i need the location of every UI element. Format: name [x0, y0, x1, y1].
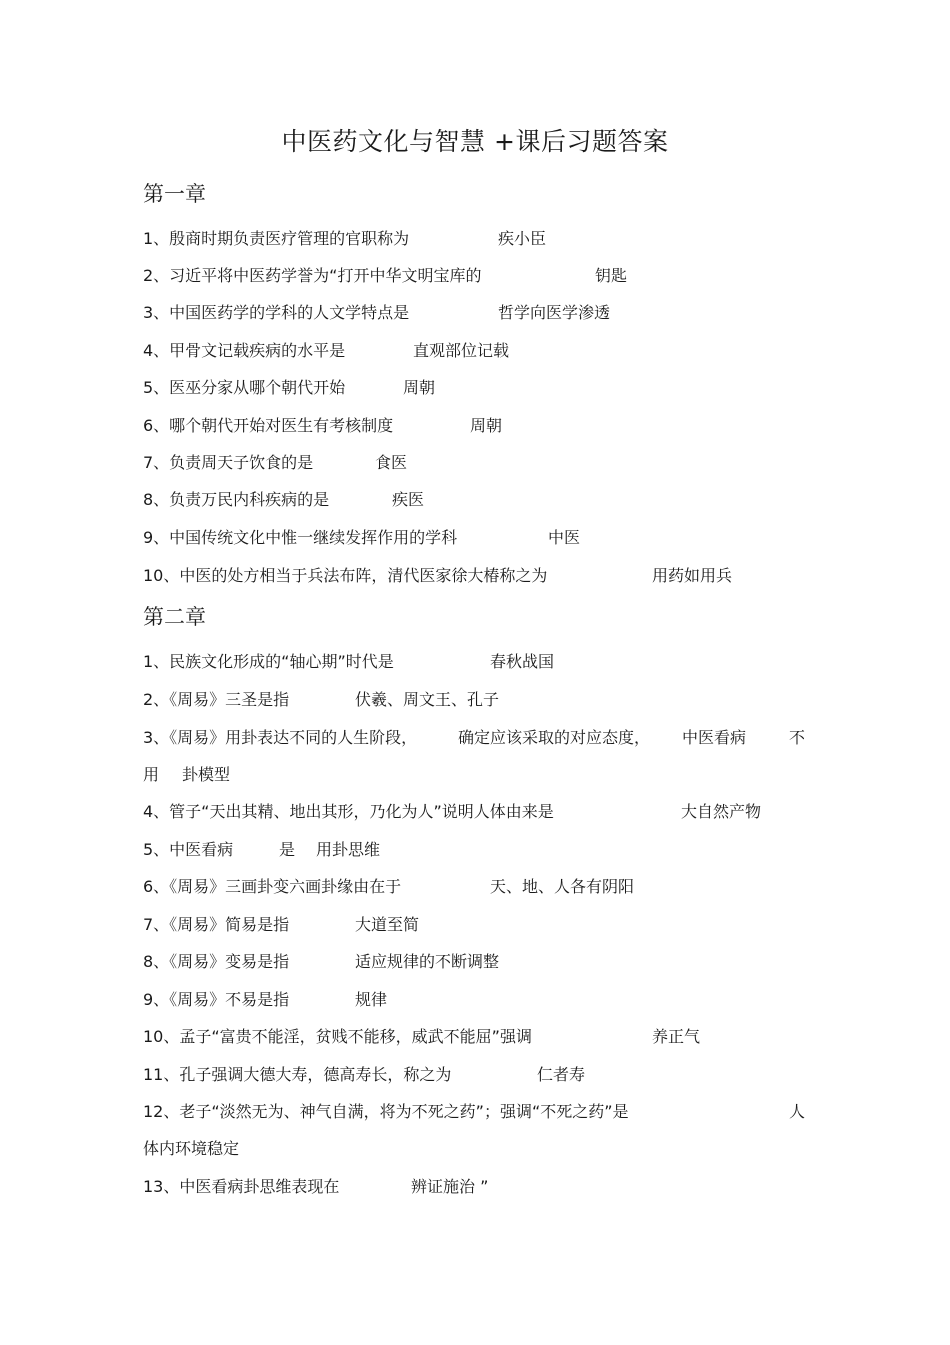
answer-text: 中医看病	[682, 728, 747, 747]
question-text: 10、中医的处方相当于兵法布阵，清代医家徐大椿称之为	[143, 566, 548, 585]
question-text: 3、中国医药学的学科的人文学特点是	[143, 303, 410, 322]
answer-text: 养正气	[652, 1027, 701, 1046]
question-text: 6、《周易》三画卦变六画卦缘由在于	[143, 877, 402, 896]
answer-text: 适应规律的不断调整	[355, 952, 500, 971]
question-text: 10、孟子“富贵不能淫，贫贱不能移，威武不能屈”强调	[143, 1027, 532, 1046]
question-text: 5、中医看病	[143, 840, 234, 859]
answer-text: 中医	[548, 528, 581, 547]
question-text: 2、《周易》三圣是指	[143, 690, 290, 709]
answer-text: 仁者寿	[537, 1065, 586, 1084]
question-text: 8、《周易》变易是指	[143, 952, 290, 971]
question-text: 12、老子“淡然无为、神气自满，将为不死之药”；强调“不死之药”是	[143, 1102, 629, 1121]
question-text: 用	[143, 765, 160, 784]
question-text: 6、哪个朝代开始对医生有考核制度	[143, 416, 394, 435]
answer-text: 人	[789, 1102, 806, 1121]
answer-text: 春秋战国	[490, 652, 555, 671]
question-text: 9、中国传统文化中惟一继续发挥作用的学科	[143, 528, 458, 547]
question-text: 1、殷商时期负责医疗管理的官职称为	[143, 229, 410, 248]
answer-text: 大道至简	[355, 915, 420, 934]
answer-text: 周朝	[470, 416, 503, 435]
question-text: 3、《周易》用卦表达不同的人生阶段，	[143, 728, 418, 747]
chapter-heading: 第一章	[143, 182, 206, 206]
answer-text: 疾医	[392, 490, 425, 509]
answer-text: 哲学向医学渗透	[498, 303, 611, 322]
question-text: 2、习近平将中医药学誉为“打开中华文明宝库的	[143, 266, 482, 285]
question-text: 4、甲骨文记载疾病的水平是	[143, 341, 346, 360]
question-text: 13、中医看病卦思维表现在	[143, 1177, 340, 1196]
answer-text: 直观部位记载	[413, 341, 510, 360]
answer-text: 确定应该采取的对应态度，	[458, 728, 651, 747]
answer-text: 食医	[375, 453, 408, 472]
answer-text: 天、地、人各有阴阳	[490, 877, 635, 896]
question-text: 1、民族文化形成的“轴心期”时代是	[143, 652, 394, 671]
answer-text: 用药如用兵	[652, 566, 733, 585]
answer-text: 用卦思维	[316, 840, 381, 859]
answer-text: 辨证施治 ”	[411, 1177, 489, 1196]
answer-text: 卦模型	[182, 765, 231, 784]
answer-text: 钥匙	[595, 266, 628, 285]
question-text: 4、管子“天出其精、地出其形，乃化为人”说明人体由来是	[143, 802, 554, 821]
question-text: 体内环境稳定	[143, 1139, 240, 1158]
question-text: 5、医巫分家从哪个朝代开始	[143, 378, 346, 397]
answer-text: 疾小臣	[498, 229, 547, 248]
answer-text: 规律	[355, 990, 388, 1009]
document-title: 中医药文化与智慧 +课后习题答案	[281, 127, 669, 156]
answer-text: 不	[789, 728, 806, 747]
chapter-heading: 第二章	[143, 605, 206, 629]
question-text: 8、负责万民内科疾病的是	[143, 490, 330, 509]
question-text: 7、负责周天子饮食的是	[143, 453, 314, 472]
question-text: 9、《周易》不易是指	[143, 990, 290, 1009]
answer-text: 是	[279, 840, 296, 859]
answer-text: 周朝	[403, 378, 436, 397]
answer-text: 大自然产物	[681, 802, 762, 821]
answer-text: 伏羲、周文王、孔子	[355, 690, 500, 709]
question-text: 11、孔子强调大德大寿，德高寿长，称之为	[143, 1065, 452, 1084]
question-text: 7、《周易》简易是指	[143, 915, 290, 934]
